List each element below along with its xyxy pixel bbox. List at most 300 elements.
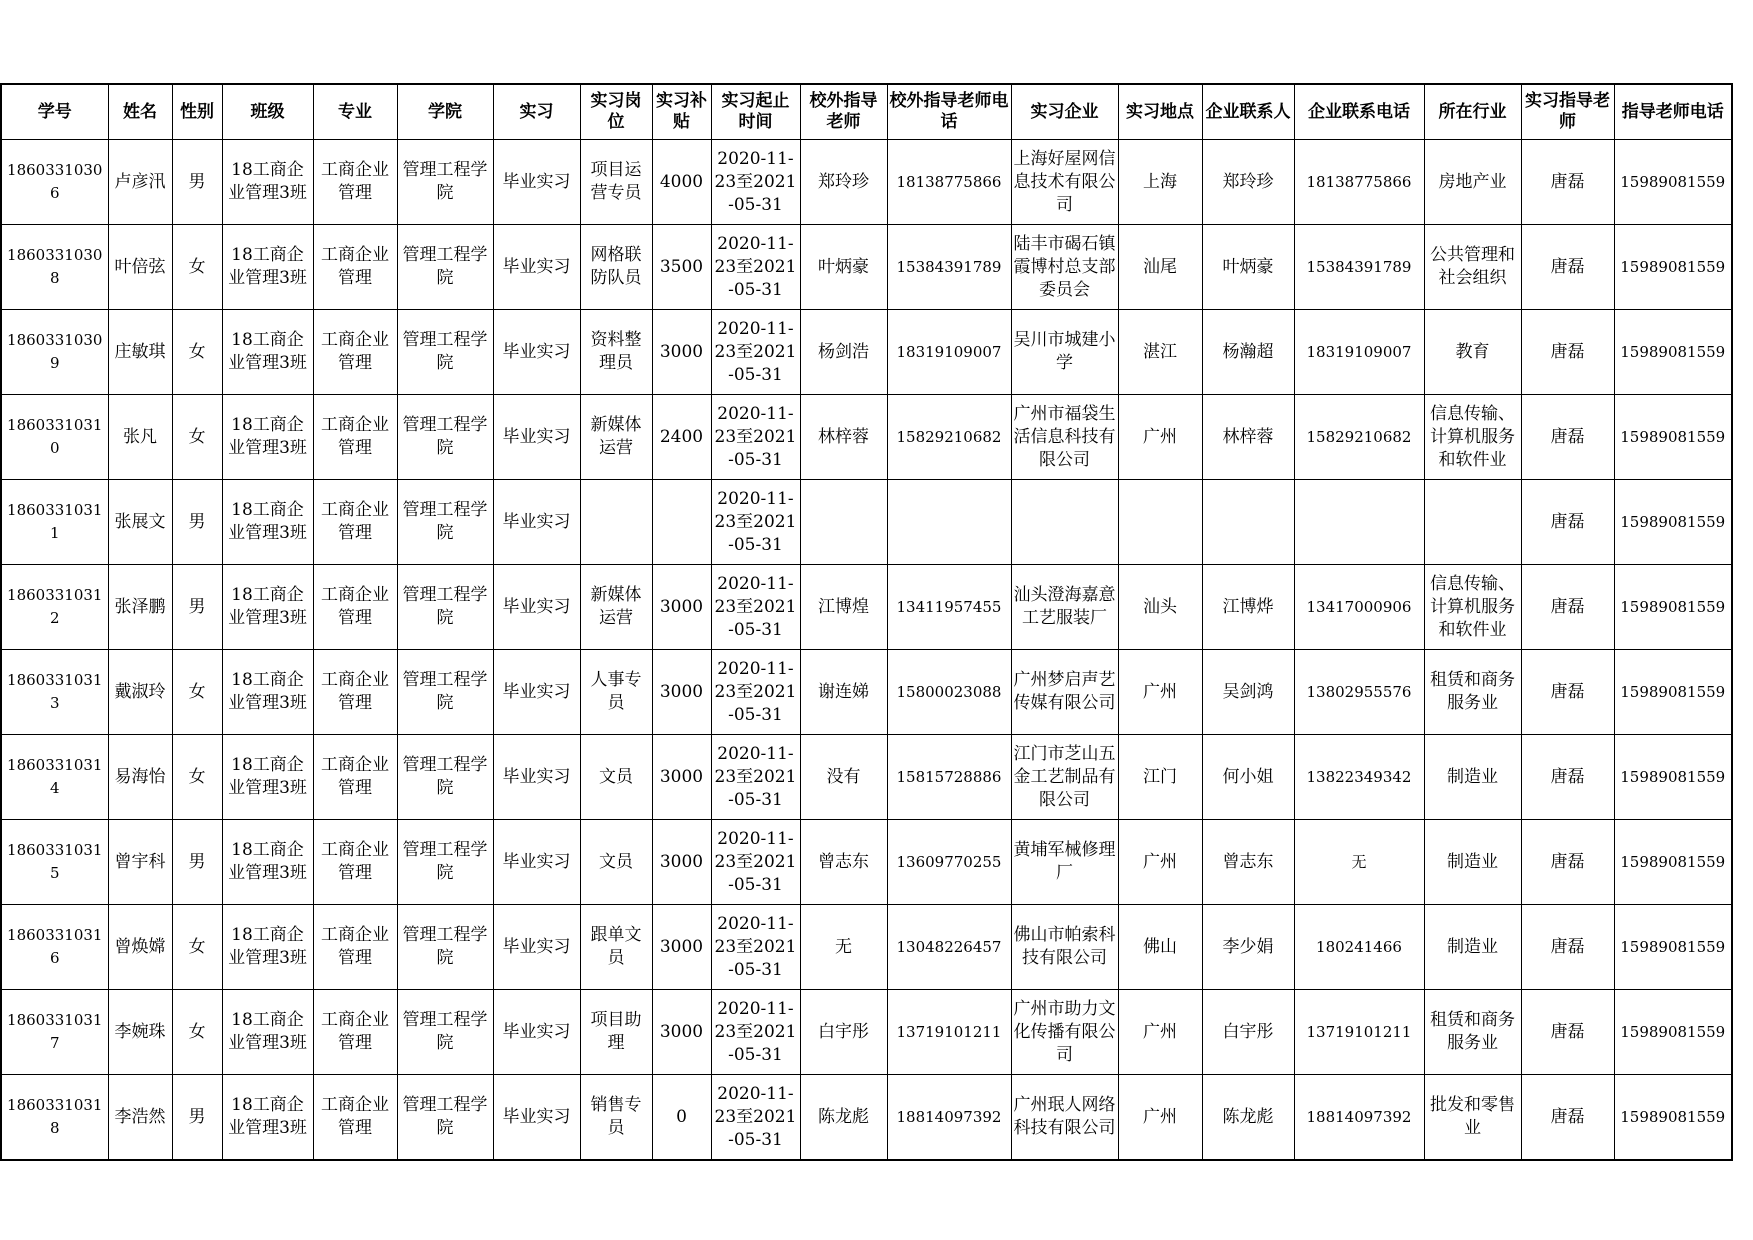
table-row xyxy=(1,990,1732,1075)
cell-text: 广州 xyxy=(1143,426,1177,447)
cell-text: 没有 xyxy=(826,766,861,787)
cell-major xyxy=(313,480,397,565)
cell-internship xyxy=(493,820,580,905)
cell-text: 18138775866 xyxy=(1306,172,1412,191)
cell-supervisor xyxy=(1521,480,1614,565)
cell-text: 3000 xyxy=(659,341,704,362)
cell-text: 18603310309 xyxy=(7,331,103,372)
cell-text: 18工商企业管理3班 xyxy=(228,585,307,628)
cell-student-id xyxy=(1,820,108,905)
cell-student-id xyxy=(1,395,108,480)
cell-company-phone xyxy=(1294,905,1424,990)
cell-internship xyxy=(493,140,580,225)
cell-text: 林梓蓉 xyxy=(818,426,869,447)
cell-text: 2020-11-23至2021-05-31 xyxy=(714,233,797,300)
cell-external-mentor-phone xyxy=(887,1075,1011,1161)
cell-text: 男 xyxy=(188,1106,206,1127)
cell-text: 谢连娣 xyxy=(818,681,869,702)
cell-text: 白宇彤 xyxy=(818,1021,869,1042)
cell-text: 工商企业管理 xyxy=(321,160,389,203)
cell-internship xyxy=(493,395,580,480)
cell-internship xyxy=(493,905,580,990)
cell-company-contact xyxy=(1202,650,1294,735)
cell-gender xyxy=(172,1075,222,1161)
cell-text: 工商企业管理 xyxy=(321,755,389,798)
cell-name xyxy=(108,480,172,565)
cell-text: 文员 xyxy=(599,766,633,787)
cell-text: 广州市福袋生活信息科技有限公司 xyxy=(1013,403,1116,470)
cell-position xyxy=(580,565,652,650)
cell-external-mentor-phone xyxy=(887,735,1011,820)
cell-position xyxy=(580,735,652,820)
cell-text: 18工商企业管理3班 xyxy=(228,1010,307,1053)
cell-text: 13417000906 xyxy=(1306,597,1412,616)
cell-text: 18138775866 xyxy=(896,172,1002,191)
cell-text: 男 xyxy=(188,171,206,192)
cell-company-contact xyxy=(1202,140,1294,225)
cell-text: 4000 xyxy=(659,171,704,192)
col-header-subsidy: 实习补贴 xyxy=(652,84,711,140)
cell-location xyxy=(1118,480,1202,565)
cell-position xyxy=(580,225,652,310)
cell-college xyxy=(397,1075,493,1161)
cell-industry xyxy=(1424,990,1521,1075)
cell-internship xyxy=(493,650,580,735)
cell-text: 18603310316 xyxy=(7,926,103,967)
cell-text: 18814097392 xyxy=(896,1107,1002,1126)
cell-company xyxy=(1011,480,1118,565)
cell-name xyxy=(108,650,172,735)
cell-company-contact xyxy=(1202,1075,1294,1161)
cell-text: 2020-11-23至2021-05-31 xyxy=(714,573,797,640)
cell-external-mentor xyxy=(800,650,887,735)
cell-student-id xyxy=(1,1075,108,1161)
cell-company-contact xyxy=(1202,310,1294,395)
cell-text: 3000 xyxy=(659,1021,704,1042)
cell-company-phone xyxy=(1294,310,1424,395)
cell-supervisor-phone xyxy=(1614,480,1732,565)
cell-text: 张展文 xyxy=(114,511,166,532)
cell-external-mentor-phone xyxy=(887,565,1011,650)
cell-college xyxy=(397,820,493,905)
cell-text: 制造业 xyxy=(1447,766,1498,787)
cell-company-contact xyxy=(1202,225,1294,310)
cell-text: 18603310308 xyxy=(7,246,103,287)
col-header-external-mentor: 校外指导老师 xyxy=(800,84,887,140)
cell-text: 公共管理和社会组织 xyxy=(1430,245,1515,288)
cell-period xyxy=(711,820,800,905)
table-header xyxy=(1,84,1732,140)
cell-supervisor-phone xyxy=(1614,905,1732,990)
cell-text: 毕业实习 xyxy=(502,511,571,532)
cell-text: 广州珉人网络科技有限公司 xyxy=(1013,1095,1116,1138)
cell-text: 2020-11-23至2021-05-31 xyxy=(714,828,797,895)
table-row xyxy=(1,140,1732,225)
cell-text: 工商企业管理 xyxy=(321,245,389,288)
cell-text: 女 xyxy=(188,936,206,957)
cell-location xyxy=(1118,905,1202,990)
cell-text: 唐磊 xyxy=(1550,1021,1585,1042)
cell-supervisor xyxy=(1521,310,1614,395)
cell-period xyxy=(711,480,800,565)
cell-external-mentor xyxy=(800,395,887,480)
col-header-class: 班级 xyxy=(222,84,313,140)
cell-company xyxy=(1011,1075,1118,1161)
cell-external-mentor-phone xyxy=(887,990,1011,1075)
col-header-external-mentor-phone: 校外指导老师电话 xyxy=(887,84,1011,140)
cell-text: 唐磊 xyxy=(1550,341,1585,362)
cell-company-contact xyxy=(1202,990,1294,1075)
cell-internship xyxy=(493,735,580,820)
cell-location xyxy=(1118,310,1202,395)
cell-text: 毕业实习 xyxy=(502,341,571,362)
col-header-major: 专业 xyxy=(313,84,397,140)
cell-text: 管理工程学院 xyxy=(402,245,488,288)
cell-class xyxy=(222,395,313,480)
cell-major xyxy=(313,650,397,735)
cell-text: 陈龙彪 xyxy=(818,1106,869,1127)
col-header-supervisor: 实习指导老师 xyxy=(1521,84,1614,140)
cell-major xyxy=(313,140,397,225)
cell-external-mentor-phone xyxy=(887,650,1011,735)
cell-text: 15989081559 xyxy=(1620,172,1726,191)
table-row xyxy=(1,905,1732,990)
cell-class xyxy=(222,650,313,735)
cell-industry xyxy=(1424,480,1521,565)
cell-position xyxy=(580,990,652,1075)
cell-external-mentor xyxy=(800,990,887,1075)
cell-text: 女 xyxy=(188,426,206,447)
cell-text: 广州 xyxy=(1143,1021,1177,1042)
cell-position xyxy=(580,395,652,480)
table-row xyxy=(1,395,1732,480)
cell-company-phone xyxy=(1294,735,1424,820)
cell-location xyxy=(1118,395,1202,480)
cell-text: 18603310318 xyxy=(7,1096,103,1137)
cell-text: 跟单文员 xyxy=(590,925,642,968)
cell-supervisor-phone xyxy=(1614,1075,1732,1161)
cell-text: 15989081559 xyxy=(1620,937,1726,956)
cell-supervisor-phone xyxy=(1614,650,1732,735)
cell-period xyxy=(711,905,800,990)
cell-college xyxy=(397,905,493,990)
cell-internship xyxy=(493,225,580,310)
cell-text: 租赁和商务服务业 xyxy=(1430,670,1515,713)
cell-text: 女 xyxy=(188,681,206,702)
cell-company-contact xyxy=(1202,480,1294,565)
cell-student-id xyxy=(1,905,108,990)
cell-class xyxy=(222,820,313,905)
col-header-internship: 实习 xyxy=(493,84,580,140)
cell-text: 销售专员 xyxy=(590,1095,642,1138)
col-header-company: 实习企业 xyxy=(1011,84,1118,140)
cell-text: 工商企业管理 xyxy=(321,1010,389,1053)
cell-text: 180241466 xyxy=(1316,937,1402,956)
cell-gender xyxy=(172,650,222,735)
col-header-name: 姓名 xyxy=(108,84,172,140)
cell-text: 项目运营专员 xyxy=(590,160,642,203)
cell-class xyxy=(222,905,313,990)
cell-text: 曾志东 xyxy=(1222,851,1274,872)
cell-text: 工商企业管理 xyxy=(321,585,389,628)
cell-college xyxy=(397,140,493,225)
cell-text: 杨瀚超 xyxy=(1222,341,1274,362)
cell-text: 女 xyxy=(188,1021,206,1042)
cell-text: 新媒体运营 xyxy=(590,585,642,628)
cell-industry xyxy=(1424,395,1521,480)
col-header-company-phone: 企业联系电话 xyxy=(1294,84,1424,140)
cell-supervisor-phone xyxy=(1614,225,1732,310)
cell-text: 租赁和商务服务业 xyxy=(1430,1010,1515,1053)
cell-text: 15989081559 xyxy=(1620,512,1726,531)
cell-text: 2020-11-23至2021-05-31 xyxy=(714,743,797,810)
cell-text: 郑玲珍 xyxy=(1222,171,1274,192)
cell-location xyxy=(1118,1075,1202,1161)
cell-text: 15815728886 xyxy=(896,767,1002,786)
cell-subsidy xyxy=(652,650,711,735)
cell-text: 黄埔军械修理厂 xyxy=(1013,840,1116,883)
cell-external-mentor xyxy=(800,1075,887,1161)
cell-text: 广州 xyxy=(1143,681,1177,702)
cell-company xyxy=(1011,905,1118,990)
cell-position xyxy=(580,820,652,905)
cell-class xyxy=(222,990,313,1075)
cell-class xyxy=(222,310,313,395)
cell-industry xyxy=(1424,310,1521,395)
cell-text: 上海 xyxy=(1143,171,1177,192)
cell-college xyxy=(397,990,493,1075)
cell-text: 网格联防队员 xyxy=(590,245,642,288)
cell-text: 2400 xyxy=(659,426,704,447)
cell-name xyxy=(108,1075,172,1161)
cell-text: 工商企业管理 xyxy=(321,925,389,968)
cell-supervisor xyxy=(1521,990,1614,1075)
cell-name xyxy=(108,735,172,820)
cell-student-id xyxy=(1,480,108,565)
cell-supervisor-phone xyxy=(1614,565,1732,650)
table-row xyxy=(1,565,1732,650)
cell-company-contact xyxy=(1202,735,1294,820)
cell-period xyxy=(711,650,800,735)
cell-text: 18工商企业管理3班 xyxy=(228,245,307,288)
cell-text: 18工商企业管理3班 xyxy=(228,670,307,713)
table-row xyxy=(1,1075,1732,1161)
cell-text: 18603310314 xyxy=(7,756,103,797)
cell-company-phone xyxy=(1294,225,1424,310)
cell-company xyxy=(1011,820,1118,905)
cell-student-id xyxy=(1,225,108,310)
cell-class xyxy=(222,140,313,225)
cell-text: 18工商企业管理3班 xyxy=(228,160,307,203)
cell-text: 唐磊 xyxy=(1550,766,1585,787)
cell-external-mentor xyxy=(800,905,887,990)
cell-text: 制造业 xyxy=(1447,936,1498,957)
cell-text: 江门市芝山五金工艺制品有限公司 xyxy=(1013,743,1116,810)
cell-student-id xyxy=(1,310,108,395)
cell-supervisor-phone xyxy=(1614,310,1732,395)
cell-text: 毕业实习 xyxy=(502,766,571,787)
cell-text: 15384391789 xyxy=(1306,257,1412,276)
cell-text: 广州市助力文化传播有限公司 xyxy=(1013,998,1116,1065)
cell-supervisor xyxy=(1521,395,1614,480)
cell-internship xyxy=(493,1075,580,1161)
cell-student-id xyxy=(1,990,108,1075)
cell-text: 佛山 xyxy=(1143,936,1177,957)
cell-external-mentor-phone xyxy=(887,395,1011,480)
cell-text: 管理工程学院 xyxy=(402,1095,488,1138)
cell-subsidy xyxy=(652,735,711,820)
cell-text: 陈龙彪 xyxy=(1222,1106,1274,1127)
internship-table xyxy=(0,83,1733,1161)
cell-industry xyxy=(1424,140,1521,225)
cell-company xyxy=(1011,225,1118,310)
cell-text: 0 xyxy=(676,1106,687,1127)
cell-class xyxy=(222,480,313,565)
cell-text: 毕业实习 xyxy=(502,596,571,617)
cell-text: 叶倍弦 xyxy=(114,256,166,277)
cell-text: 男 xyxy=(188,596,206,617)
cell-text: 3000 xyxy=(659,596,704,617)
cell-class xyxy=(222,735,313,820)
cell-text: 18工商企业管理3班 xyxy=(228,330,307,373)
cell-gender xyxy=(172,140,222,225)
cell-text: 汕尾 xyxy=(1143,256,1177,277)
cell-text: 汕头澄海嘉意工艺服装厂 xyxy=(1013,585,1116,628)
cell-text: 13719101211 xyxy=(1306,1022,1412,1041)
cell-text: 唐磊 xyxy=(1550,511,1585,532)
cell-text: 教育 xyxy=(1455,341,1490,362)
cell-external-mentor xyxy=(800,480,887,565)
cell-text: 广州 xyxy=(1143,851,1177,872)
cell-text: 13048226457 xyxy=(896,937,1002,956)
cell-industry xyxy=(1424,1075,1521,1161)
cell-gender xyxy=(172,480,222,565)
cell-text: 李浩然 xyxy=(114,1106,166,1127)
cell-text: 毕业实习 xyxy=(502,936,571,957)
cell-text: 曾宇科 xyxy=(114,851,166,872)
cell-location xyxy=(1118,565,1202,650)
cell-text: 广州 xyxy=(1143,1106,1177,1127)
cell-text: 13802955576 xyxy=(1306,682,1412,701)
cell-text: 18工商企业管理3班 xyxy=(228,840,307,883)
cell-text: 男 xyxy=(188,511,206,532)
cell-supervisor xyxy=(1521,735,1614,820)
cell-text: 18814097392 xyxy=(1306,1107,1412,1126)
cell-text: 资料整理员 xyxy=(590,330,642,373)
cell-text: 唐磊 xyxy=(1550,936,1585,957)
cell-text: 无 xyxy=(835,936,852,957)
cell-name xyxy=(108,565,172,650)
cell-industry xyxy=(1424,905,1521,990)
cell-text: 项目助理 xyxy=(590,1010,642,1053)
cell-text: 13411957455 xyxy=(896,597,1002,616)
cell-position xyxy=(580,140,652,225)
cell-company-phone xyxy=(1294,140,1424,225)
cell-text: 13719101211 xyxy=(896,1022,1002,1041)
cell-text: 18工商企业管理3班 xyxy=(228,415,307,458)
table-row xyxy=(1,225,1732,310)
cell-text: 18603310306 xyxy=(7,161,103,202)
cell-text: 3000 xyxy=(659,681,704,702)
cell-industry xyxy=(1424,735,1521,820)
cell-text: 15800023088 xyxy=(896,682,1002,701)
cell-company-phone xyxy=(1294,1075,1424,1161)
cell-industry xyxy=(1424,565,1521,650)
cell-text: 郑玲珍 xyxy=(818,171,869,192)
cell-text: 18工商企业管理3班 xyxy=(228,925,307,968)
cell-text: 3000 xyxy=(659,936,704,957)
cell-company xyxy=(1011,395,1118,480)
cell-external-mentor-phone xyxy=(887,820,1011,905)
cell-text: 管理工程学院 xyxy=(402,500,488,543)
cell-subsidy xyxy=(652,905,711,990)
cell-text: 曾志东 xyxy=(818,851,869,872)
cell-gender xyxy=(172,735,222,820)
cell-period xyxy=(711,735,800,820)
cell-text: 3000 xyxy=(659,766,704,787)
cell-major xyxy=(313,1075,397,1161)
cell-text: 信息传输、计算机服务和软件业 xyxy=(1430,573,1515,640)
cell-name xyxy=(108,395,172,480)
cell-text: 18603310313 xyxy=(7,671,103,712)
cell-college xyxy=(397,395,493,480)
cell-position xyxy=(580,1075,652,1161)
cell-internship xyxy=(493,990,580,1075)
cell-location xyxy=(1118,735,1202,820)
cell-supervisor-phone xyxy=(1614,140,1732,225)
cell-company-phone xyxy=(1294,990,1424,1075)
cell-text: 管理工程学院 xyxy=(402,925,488,968)
cell-period xyxy=(711,1075,800,1161)
cell-subsidy xyxy=(652,140,711,225)
cell-company xyxy=(1011,735,1118,820)
col-header-industry: 所在行业 xyxy=(1424,84,1521,140)
cell-major xyxy=(313,225,397,310)
cell-industry xyxy=(1424,820,1521,905)
cell-text: 18工商企业管理3班 xyxy=(228,755,307,798)
cell-text: 18603310312 xyxy=(7,586,103,627)
cell-text: 工商企业管理 xyxy=(321,1095,389,1138)
cell-text: 批发和零售业 xyxy=(1430,1095,1515,1138)
cell-subsidy xyxy=(652,565,711,650)
cell-internship xyxy=(493,480,580,565)
cell-text: 唐磊 xyxy=(1550,1106,1585,1127)
cell-supervisor xyxy=(1521,820,1614,905)
cell-location xyxy=(1118,225,1202,310)
header-row xyxy=(1,84,1732,140)
cell-gender xyxy=(172,565,222,650)
cell-text: 15989081559 xyxy=(1620,257,1726,276)
cell-industry xyxy=(1424,650,1521,735)
cell-text: 唐磊 xyxy=(1550,596,1585,617)
cell-text: 15989081559 xyxy=(1620,597,1726,616)
cell-text: 戴淑玲 xyxy=(114,681,166,702)
cell-text: 2020-11-23至2021-05-31 xyxy=(714,1083,797,1150)
cell-company-phone xyxy=(1294,650,1424,735)
cell-text: 杨剑浩 xyxy=(818,341,869,362)
cell-text: 男 xyxy=(188,851,206,872)
cell-text: 18工商企业管理3班 xyxy=(228,1095,307,1138)
cell-location xyxy=(1118,990,1202,1075)
cell-text: 人事专员 xyxy=(590,670,642,713)
cell-company xyxy=(1011,565,1118,650)
cell-text: 2020-11-23至2021-05-31 xyxy=(714,318,797,385)
cell-text: 广州梦启声艺传媒有限公司 xyxy=(1013,670,1116,713)
cell-text: 佛山市帕索科技有限公司 xyxy=(1013,925,1116,968)
cell-text: 18603310315 xyxy=(7,841,103,882)
cell-text: 唐磊 xyxy=(1550,851,1585,872)
cell-text: 卢彦汛 xyxy=(114,171,166,192)
